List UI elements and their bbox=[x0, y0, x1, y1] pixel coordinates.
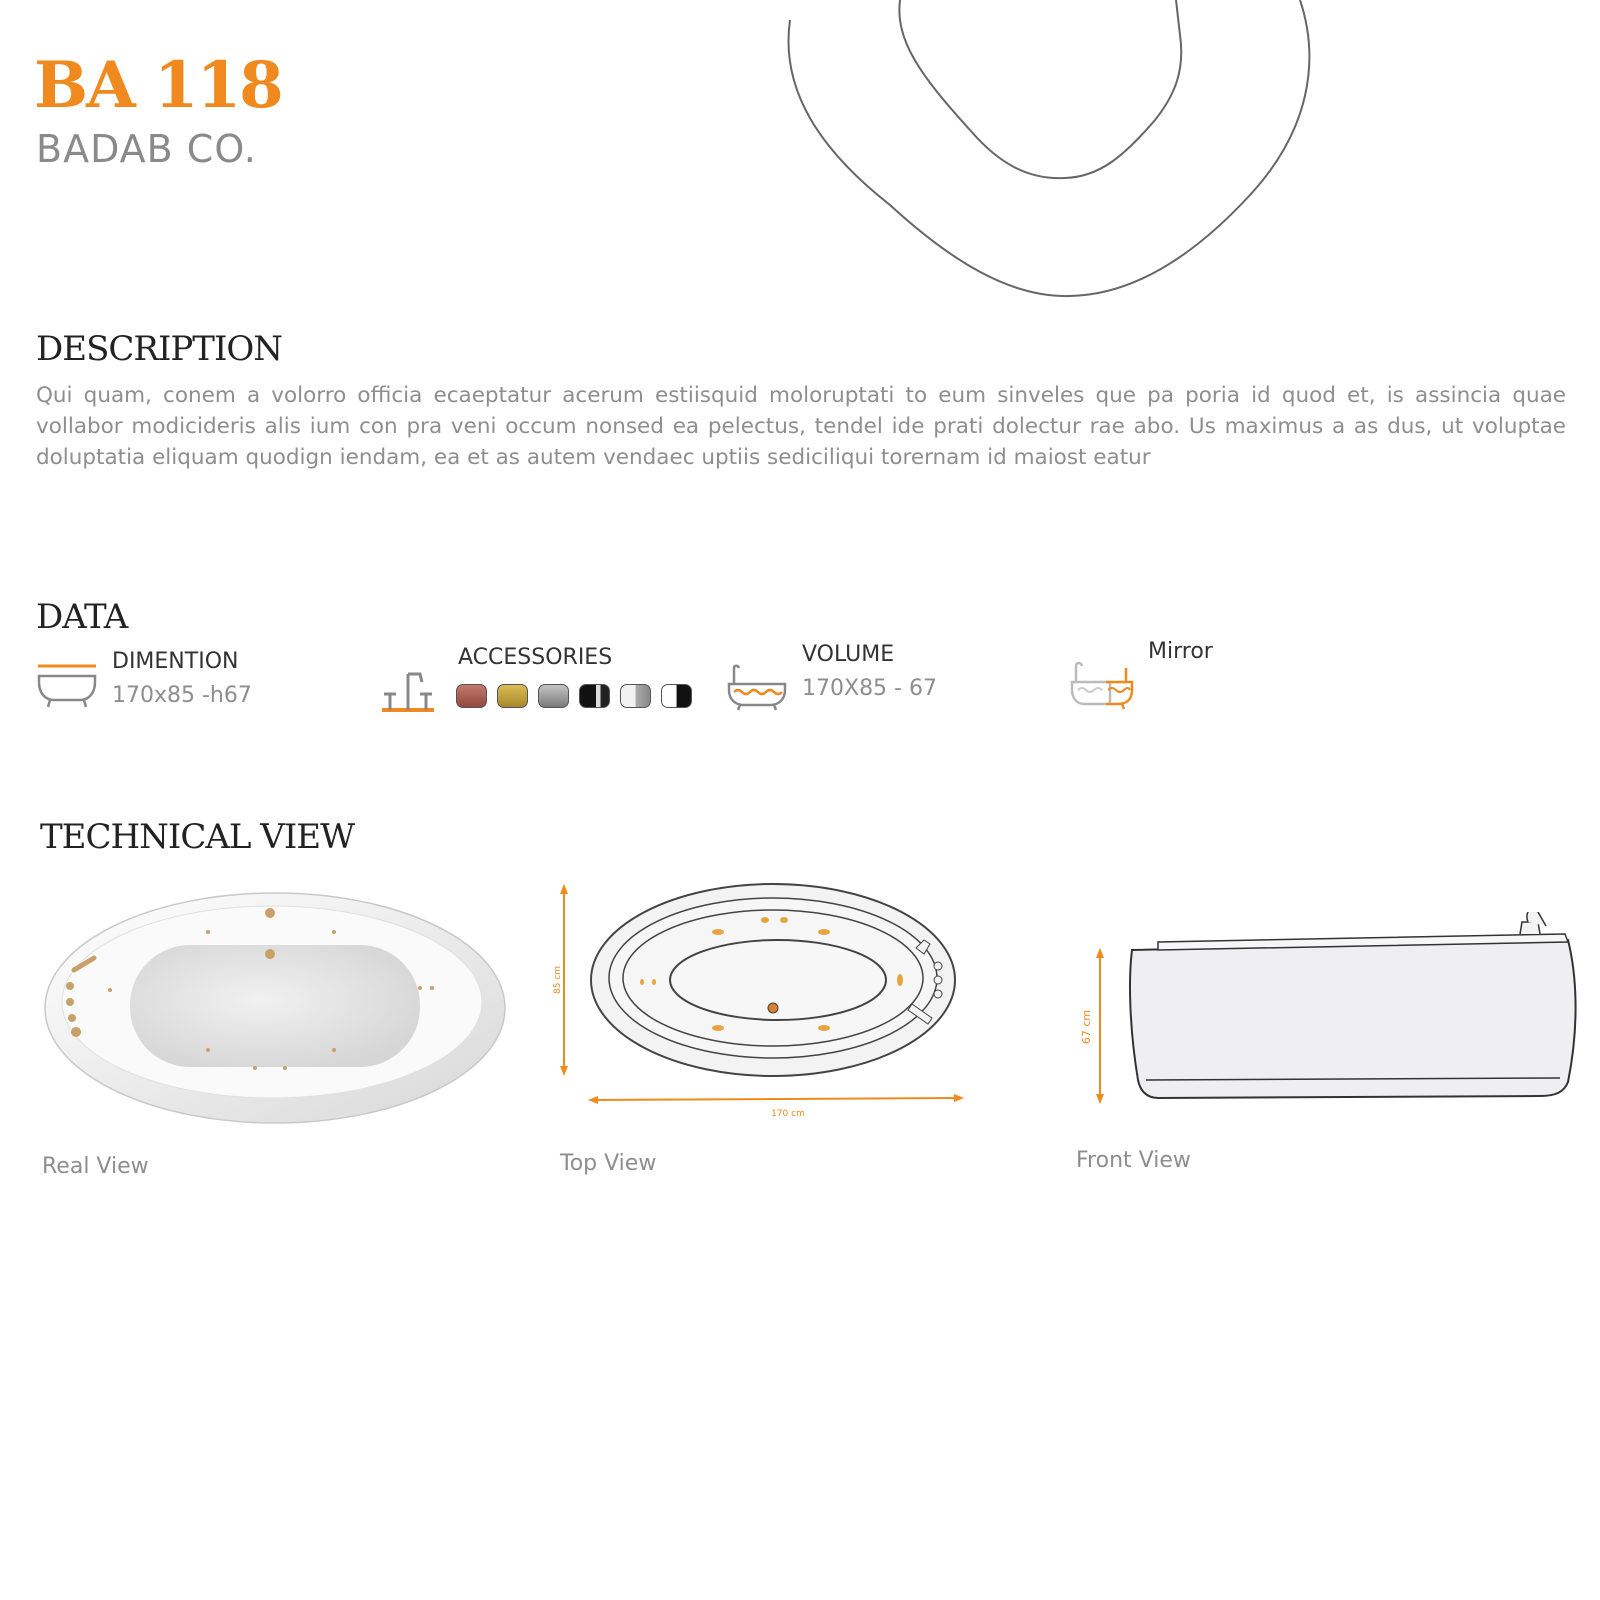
real-view-caption: Real View bbox=[42, 1154, 149, 1179]
swatch-gold[interactable] bbox=[497, 684, 528, 708]
bathtub-dimension-icon bbox=[36, 660, 98, 710]
top-width-label: 170 cm bbox=[771, 1109, 805, 1119]
top-depth-label: 85 cm bbox=[553, 965, 563, 995]
bathtub-volume-icon bbox=[726, 662, 788, 712]
dimention-value: 170x85 -h67 bbox=[112, 683, 252, 708]
dimention-label: DIMENTION bbox=[112, 649, 239, 674]
top-view-caption: Top View bbox=[560, 1151, 657, 1176]
brand-name: BADAB CO. bbox=[36, 127, 257, 171]
description-title: DESCRIPTION bbox=[36, 329, 283, 369]
volume-value: 170X85 - 67 bbox=[802, 676, 937, 701]
accessory-swatches bbox=[456, 684, 692, 708]
technical-view-title: TECHNICAL VIEW bbox=[40, 817, 355, 857]
top-view-drawing bbox=[548, 880, 988, 1140]
real-view-image bbox=[40, 890, 510, 1130]
brand-outline-shape bbox=[780, 0, 1320, 310]
swatch-light-chrome[interactable] bbox=[620, 684, 651, 708]
bathtub-mirror-icon bbox=[1070, 660, 1136, 710]
front-view-drawing bbox=[1060, 912, 1580, 1132]
data-title: DATA bbox=[36, 597, 128, 637]
faucet-icon bbox=[380, 660, 436, 716]
swatch-black-chrome[interactable] bbox=[579, 684, 610, 708]
accessories-label: ACCESSORIES bbox=[458, 645, 613, 670]
description-text: Qui quam, conem a volorro officia ecaeptatur acerum estiisquid moloruptati to eum sinveles que pa poria id quod et, is assincia quae vollabor modicideris alis ium con pra veni occum nonsed ea pelectus, tendel ide prati dolectur rae abo. Us maximus a as dus, ut voluptae doluptatia eliquam quodign iendam, ea et as autem vendaec uptiis sediciliqui torernam id maiost eatur bbox=[36, 383, 1566, 470]
volume-label: VOLUME bbox=[802, 642, 895, 667]
swatch-black-white[interactable] bbox=[661, 684, 692, 708]
swatch-copper[interactable] bbox=[456, 684, 487, 708]
front-view-caption: Front View bbox=[1076, 1148, 1191, 1173]
swatch-silver[interactable] bbox=[538, 684, 569, 708]
mirror-label: Mirror bbox=[1148, 639, 1213, 664]
product-code: BA 118 bbox=[34, 48, 282, 123]
front-height-label: 67 cm bbox=[1080, 1009, 1093, 1045]
